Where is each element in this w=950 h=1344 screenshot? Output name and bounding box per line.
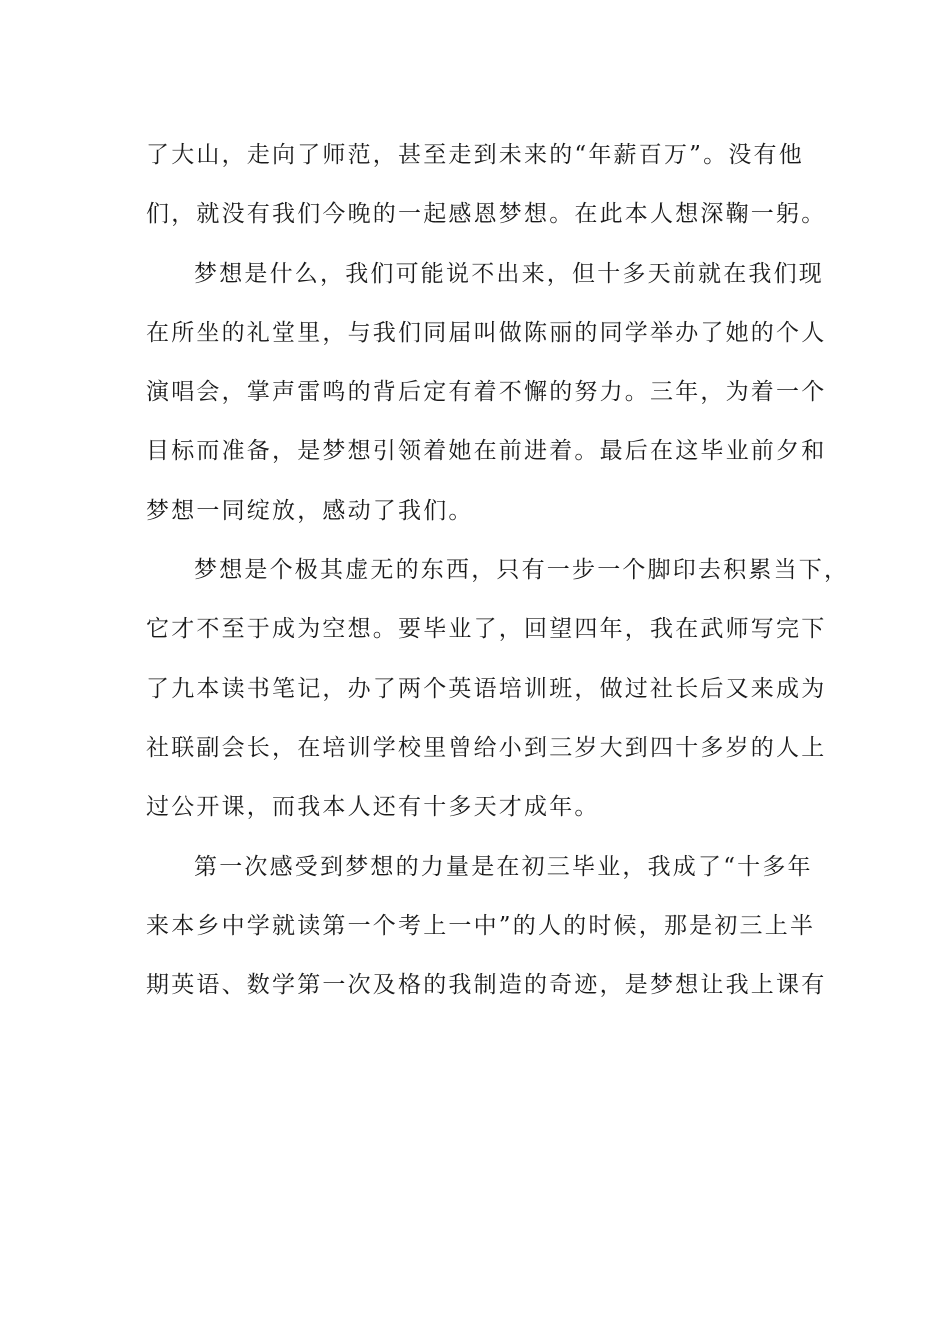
text-line: 了大山，走向了师范，甚至走到未来的“年薪百万”。没有他 bbox=[146, 142, 804, 168]
text-line: 期英语、数学第一次及格的我制造的奇迹，是梦想让我上课有 bbox=[146, 972, 827, 999]
text-line: 它才不至于成为空想。要毕业了，回望四年，我在武师写完下 bbox=[146, 616, 827, 643]
text-line: 演唱会，掌声雷鸣的背后定有着不懈的努力。三年，为着一个 bbox=[146, 379, 827, 406]
text-line: 目标而准备，是梦想引领着她在前进着。最后在这毕业前夕和 bbox=[146, 438, 827, 465]
body-text bbox=[146, 126, 850, 1015]
text-line: 了九本读书笔记，办了两个英语培训班，做过社长后又来成为 bbox=[146, 675, 827, 702]
text-line: 来本乡中学就读第一个考上一中”的人的时候，那是初三上半 bbox=[146, 912, 816, 939]
paragraph-start-line: 梦想是个极其虚无的东西，只有一步一个脚印去积累当下， bbox=[194, 557, 850, 584]
text-line: 梦想一同绽放，感动了我们。 bbox=[146, 497, 474, 524]
paragraph-start-line: 第一次感受到梦想的力量是在初三毕业，我成了“十多年 bbox=[194, 853, 813, 880]
text-line: 们，就没有我们今晚的一起感恩梦想。在此本人想深鞠一躬。 bbox=[146, 201, 827, 228]
text-line: 过公开课，而我本人还有十多天才成年。 bbox=[146, 794, 600, 821]
text-line: 在所坐的礼堂里，与我们同届叫做陈丽的同学举办了她的个人 bbox=[146, 319, 827, 346]
text-line: 社联副会长，在培训学校里曾给小到三岁大到四十多岁的人上 bbox=[146, 734, 827, 761]
paragraph-start-line: 梦想是什么，我们可能说不出来，但十多天前就在我们现 bbox=[194, 260, 824, 287]
